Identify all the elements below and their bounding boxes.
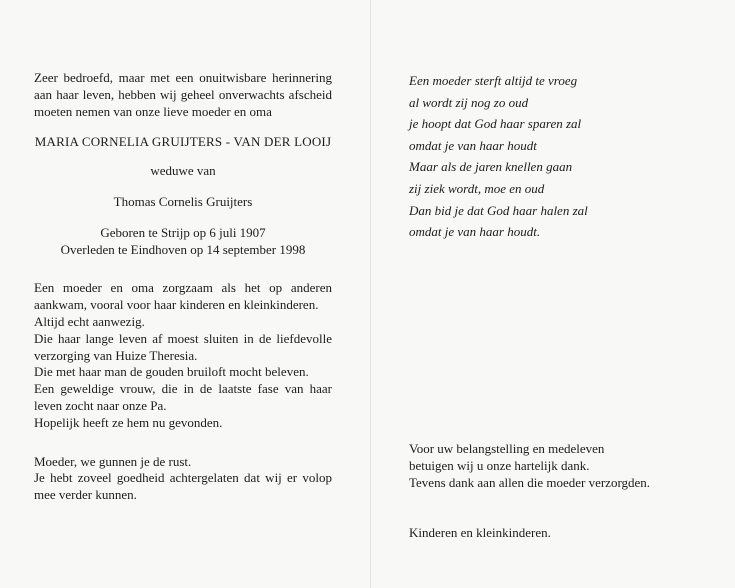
poem-line: al wordt zij nog zo oud — [409, 94, 529, 110]
poem-line: omdat je van haar houdt. — [409, 224, 541, 240]
tribute-paragraphs — [34, 280, 332, 431]
right-panel — [409, 70, 709, 243]
tribute-paragraph: Die met haar man de gouden bruiloft mocht beleven. — [34, 364, 309, 380]
birth-line: Geboren te Strijp op 6 juli 1907 — [100, 224, 266, 240]
death-line: Overleden te Eindhoven op 14 september 1998 — [60, 241, 306, 257]
tribute-paragraph: Die haar lange leven af moest sluiten in de liefdevolle verzorging van Huize Theresia. — [34, 330, 332, 363]
closing-line: Je hebt zoveel goedheid achtergelaten dat wij er volop mee verder kunnen. — [34, 470, 332, 503]
signoff: Kinderen en kleinkinderen. — [409, 525, 551, 540]
tribute-paragraph: Een geweldige vrouw, die in de laatste fase van haar leven zocht naar onze Pa. — [34, 381, 332, 413]
poem — [409, 70, 709, 243]
thanks-note — [409, 440, 709, 491]
poem-line: Een moeder sterft altijd te vroeg — [409, 73, 578, 88]
thanks-line: Tevens dank aan allen die moeder verzorgden. — [409, 475, 651, 490]
closing-paragraphs — [34, 454, 332, 504]
husband-name: Thomas Cornelis Gruijters — [113, 193, 253, 209]
tribute-paragraph: Hopelijk heeft ze hem nu gevonden. — [34, 414, 223, 430]
poem-line: omdat je van haar houdt — [409, 137, 537, 153]
poem-line: je hoopt dat God haar sparen zal — [409, 116, 582, 132]
thanks-line: Voor uw belangstelling en medeleven — [409, 441, 605, 456]
closing-line: Moeder, we gunnen je de rust. — [34, 453, 192, 469]
widow-of-label: weduwe van — [150, 163, 216, 179]
intro-text: Zeer bedroefd, maar met een onuitwisbare herinnering aan haar leven, hebben wij geheel onverwachts afscheid moeten nemen van onze lieve moeder en oma — [34, 70, 332, 119]
poem-line: zij ziek wordt, moe en oud — [409, 180, 545, 196]
deceased-name: MARIA CORNELIA GRUIJTERS - VAN DER LOOIJ — [34, 134, 332, 150]
tribute-paragraph: Altijd echt aanwezig. — [34, 313, 145, 329]
poem-line: Maar als de jaren knellen gaan — [409, 159, 573, 175]
left-panel — [34, 70, 332, 504]
thanks-line: betuigen wij u onze hartelijk dank. — [409, 458, 590, 473]
card-fold-line — [370, 0, 371, 588]
poem-line: Dan bid je dat God haar halen zal — [409, 202, 588, 218]
tribute-paragraph: Een moeder en oma zorgzaam als het op anderen aankwam, vooral voor haar kinderen en kleinkinderen. — [34, 280, 332, 313]
